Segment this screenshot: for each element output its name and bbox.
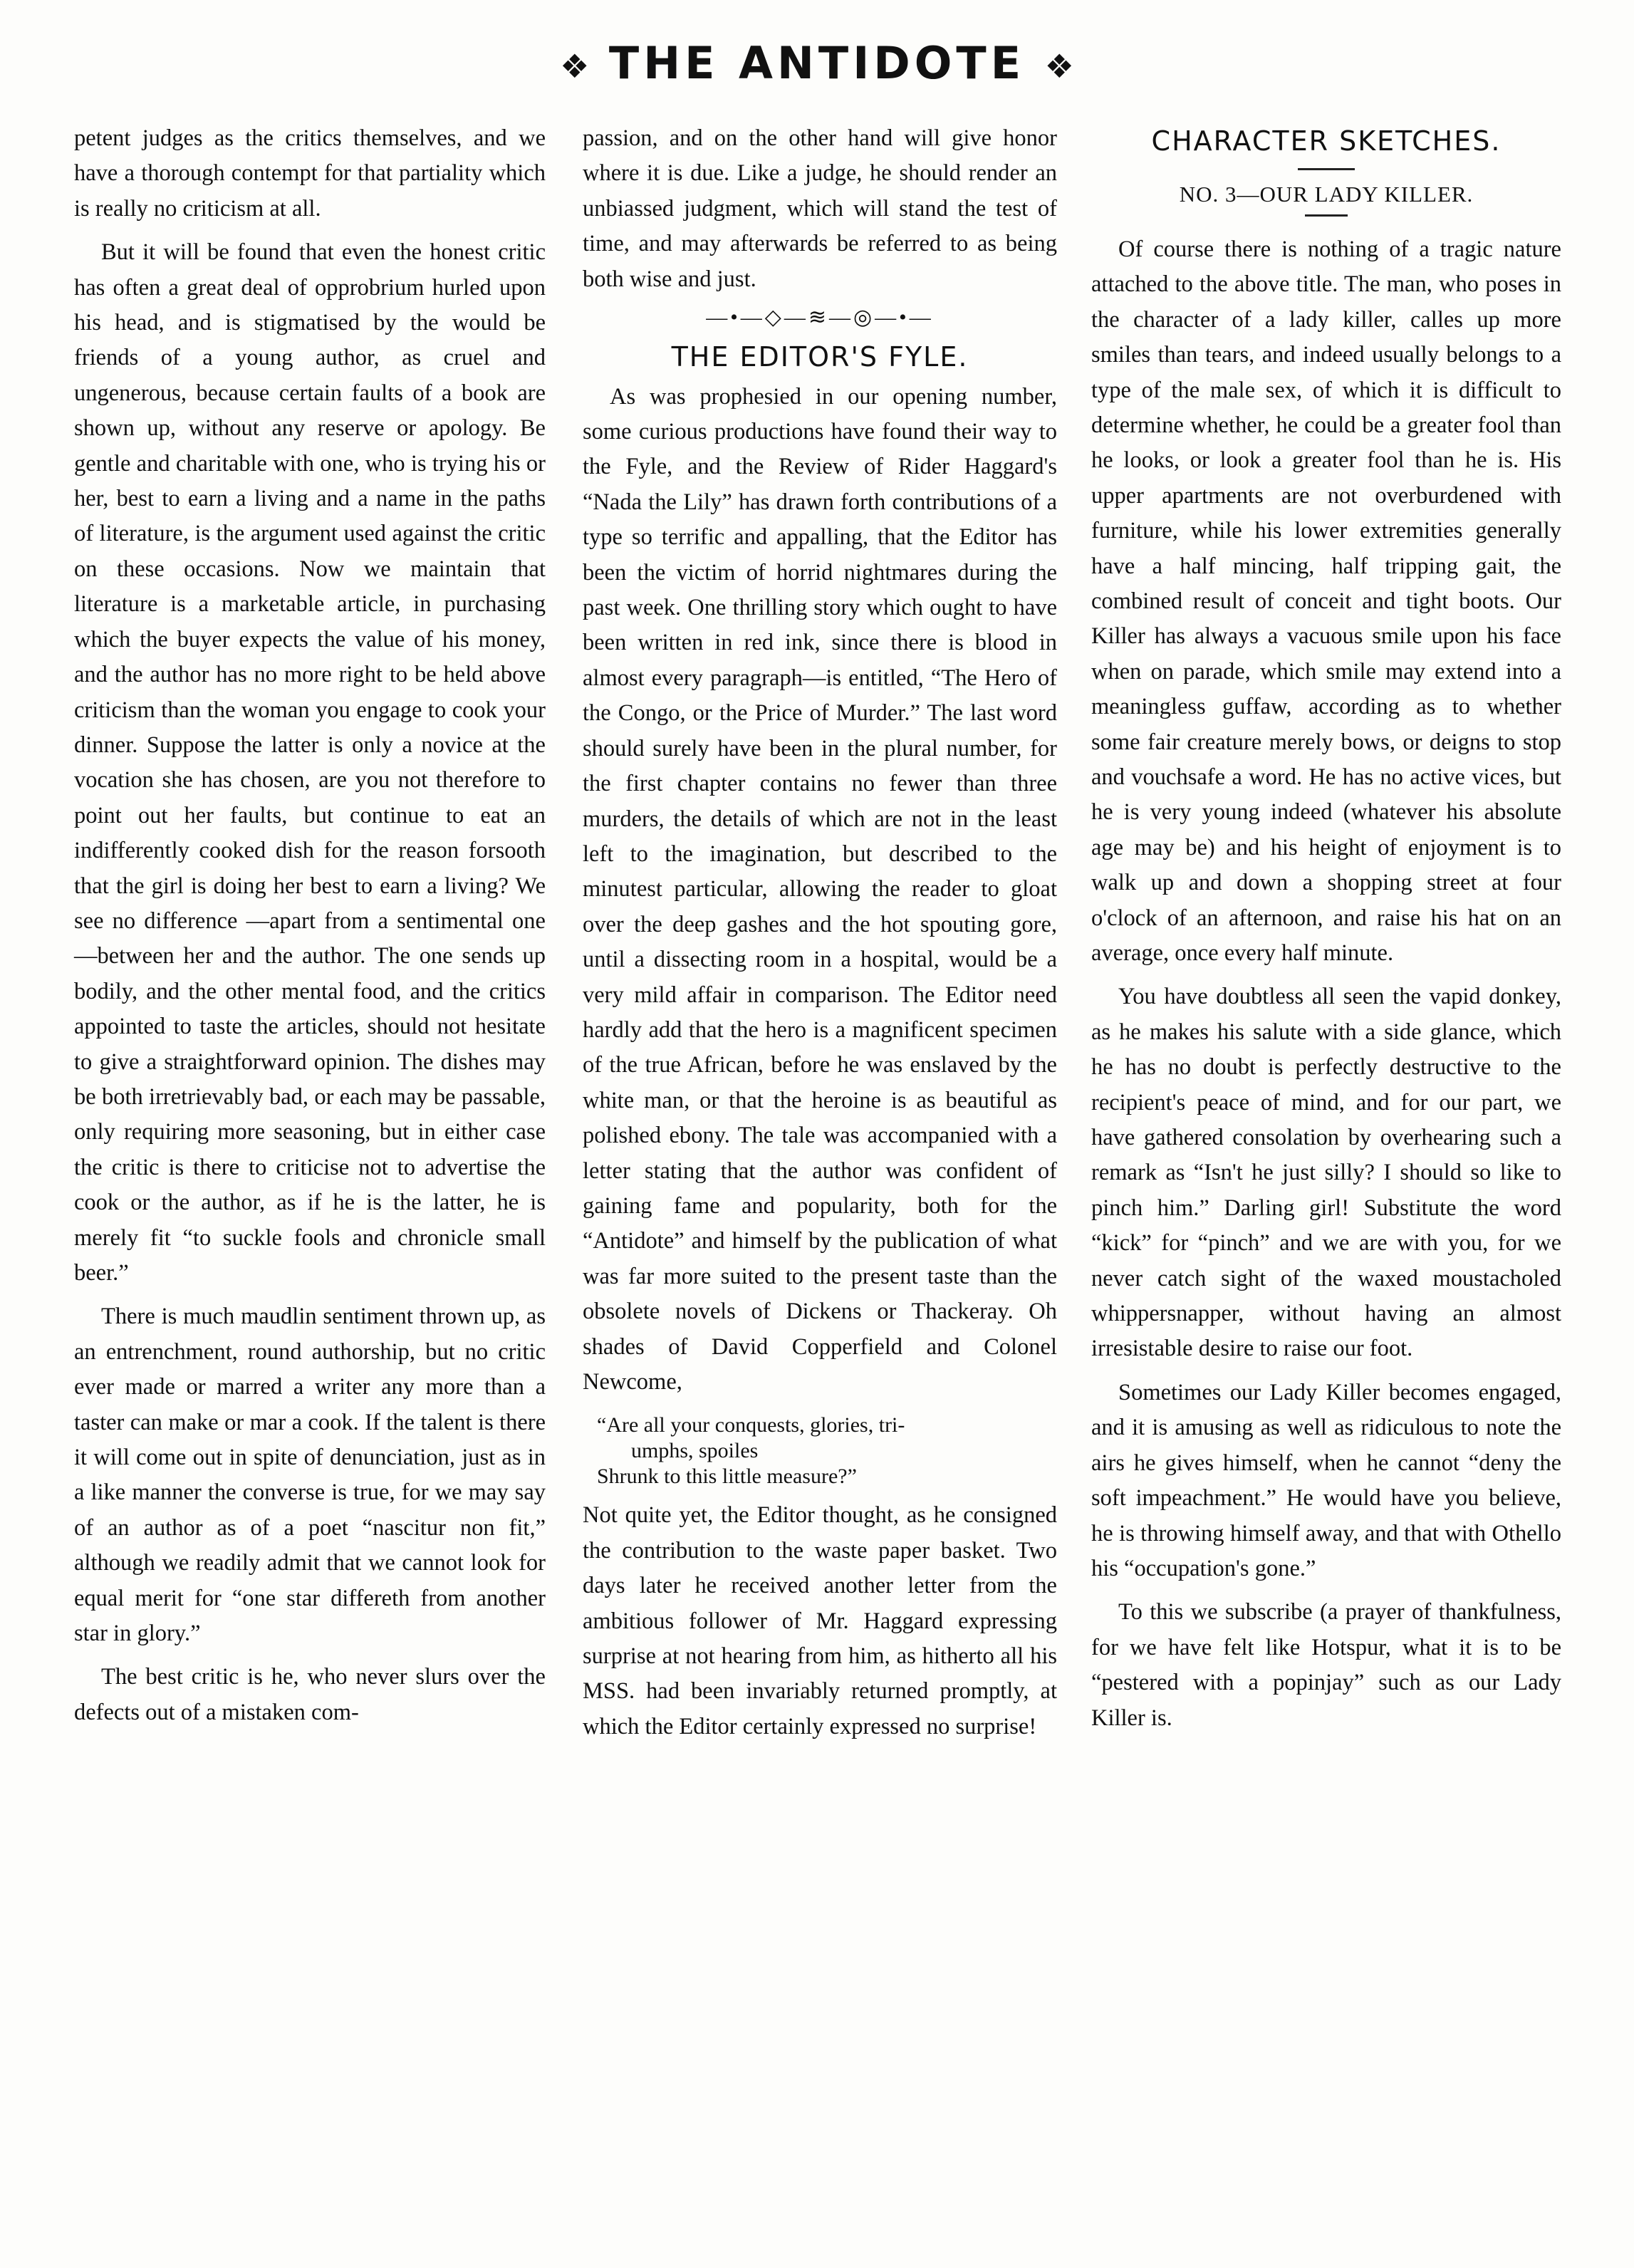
masthead-left-ornament: ❖ [560, 46, 590, 85]
masthead-title: THE ANTIDOTE [608, 37, 1026, 89]
heading-rule [1298, 168, 1355, 170]
editors-fyle-heading: THE EDITOR'S FYLE. [671, 341, 969, 373]
masthead [0, 37, 1634, 89]
verse-quote-line-3: Shrunk to this little measure?” [597, 1465, 857, 1489]
verse-quote-line-2: umphs, spoiles [631, 1439, 759, 1463]
subheading-rule [1305, 214, 1348, 217]
lady-killer-subheading: NO. 3—OUR LADY KILLER. [1179, 181, 1474, 207]
column-2-paragraph-1: passion, and on the other hand will give honor where it is due. Like a judge, he should render an unbiassed judgment, which will stand the test of time, and may afterwards be referred to as being both wise and just. [583, 125, 1057, 292]
character-sketches-heading: CHARACTER SKETCHES. [1151, 125, 1502, 157]
column-1-paragraph-4: The best critic is he, who never slurs over the defects out of a mistaken com- [74, 1664, 546, 1725]
column-2-paragraph-2: As was prophesied in our opening number, some curious productions have found their way to the Fyle, and the Review of Rider Haggard's “Nada the Lily” has drawn forth contributions of a type so terrific and appalling, that the Editor has been the victim of horrid nightmares during the past week. One thrilling story which ought to have been written in red ink, since there is blood in almost every paragraph—is entitled, “The Hero of the Congo, or the Price of Murder.” The last word should surely have been in the plural number, for the first chapter contains no fewer than three murders, the details of which are not in the least left to the imagination, but described to the minutest particular, allowing the reader to gloat over the deep gashes and the hot spouting gore, until a dissecting room in a hospital, would be a very mild affair in comparison. The Editor need hardly add that the hero is a magnificent specimen of the true African, before he was enslaved by the white man, or that the heroine is as beautiful as polished ebony. The tale was accompanied with a letter stating that the author was confident of gaining fame and popularity, both for the “Antidote” and himself by the publication of what was far more suited to the present taste than the obsolete novels of Dickens or Thackeray. Oh shades of David Copperfield and Colonel Newcome, [583, 383, 1057, 1395]
section-divider-ornament: —•—◇—≋—◎—•— [706, 306, 934, 330]
column-3-paragraph-3: Sometimes our Lady Killer becomes engaged, and it is amusing as well as ridiculous to note the airs he gives himself, when he cannot “deny the soft impeachment.” He would have you believe, he is throwing himself away, and that with Othello his “occupation's gone.” [1091, 1379, 1561, 1581]
column-2-paragraph-3: Not quite yet, the Editor thought, as he consigned the contribution to the waste paper basket. Two days later he received another letter from the ambitious follower of Mr. Haggard expressing surprise at not hearing from him, as hitherto all his MSS. had been invariably returned promptly, at which the Editor certainly expressed no surprise! [583, 1502, 1057, 1739]
column-3-paragraph-1: Of course there is nothing of a tragic nature attached to the above title. The man, who poses in the character of a lady killer, calles up more smiles than tears, and indeed usually belongs to a type of the male sex, of which it is difficult to determine whether, he could be a greater fool than he looks, or look a greater fool than he is. His upper apartments are not overburdened with furniture, while his lower extremities generally have a half mincing, half tripping gait, the combined result of conceit and tight boots. Our Killer has always a vacuous smile upon his face when on parade, which smile may extend into a meaningless guffaw, according as to whether some fair creature merely bows, or deigns to stop and vouchsafe a word. He has no active vices, but he is very young indeed (whatever his absolute age may be) and his height of enjoyment is to walk up and down a shopping street at four o'clock of an afternoon, and raise his hat on an average, once every half minute. [1091, 236, 1561, 967]
verse-quote-line-1: “Are all your conquests, glories, tri- [597, 1413, 905, 1437]
verse-quote [597, 1413, 1057, 1489]
column-1 [74, 121, 546, 1730]
column-1-paragraph-1: petent judges as the critics themselves, and we have a thorough contempt for that partiality which is really no criticism at all. [74, 125, 546, 222]
column-3 [1091, 121, 1561, 1736]
column-3-paragraph-2: You have doubtless all seen the vapid donkey, as he makes his salute with a side glance, which he has no doubt is perfectly destructive to the recipient's peace of mind, and for our part, we have gathered consolation by overhearing such a remark as “Isn't he just silly? I should so like to pinch him.” Darling girl! Substitute the word “kick” for “pinch” and we are with you, for we never catch sight of the waxed moustacholed whippersnapper, without having an almost irresistable desire to raise our foot. [1091, 984, 1561, 1362]
column-1-paragraph-2: But it will be found that even the honest critic has often a great deal of opprobrium hurled upon his head, and is stigmatised by the would be friends of a young author, as cruel and ungenerous, because certain faults of a book are shown up, without any reserve or apology. Be gentle and charitable with one, who is trying his or her, best to earn a living and a name in the paths of literature, is the argument used against the critic on these occasions. Now we maintain that literature is a marketable article, in purchasing which the buyer expects the value of his money, and the author has no more right to be held above criticism than the woman you engage to cook your dinner. Suppose the latter is only a novice at the vocation she has chosen, are you not therefore to point out her faults, but continue to eat an indifferently cooked dish for the reason forsooth that the girl is doing her best to earn a living? We see no difference —apart from a sentimental one—between her and the author. The one sends up bodily, and the other mental food, and the critics appointed to taste the articles, should not hesitate to give a straightforward opinion. The dishes may be both irretrievably bad, or each may be passable, only requiring more seasoning, but in either case the critic is there to criticise not to advertise the cook or the author, as if he is the latter, he is merely fit “to suckle fools and chronicle small beer.” [74, 239, 546, 1286]
column-3-paragraph-4: To this we subscribe (a prayer of thankfulness, for we have felt like Hotspur, what it is to be “pestered with a popinjay” such as our Lady Killer is. [1091, 1599, 1561, 1731]
column-2 [583, 121, 1057, 1744]
masthead-right-ornament: ❖ [1044, 46, 1074, 85]
column-1-paragraph-3: There is much maudlin sentiment thrown up, as an entrenchment, round authorship, but no critic ever made or marred a writer any more than a taster can make or mar a cook. If the talent is there it will come out in spite of denunciation, just as in a like manner the converse is true, for we may say of an author as of a poet “nascitur non fit,” although we readily admit that we cannot look for equal merit for “one star differeth from another star in glory.” [74, 1304, 546, 1647]
